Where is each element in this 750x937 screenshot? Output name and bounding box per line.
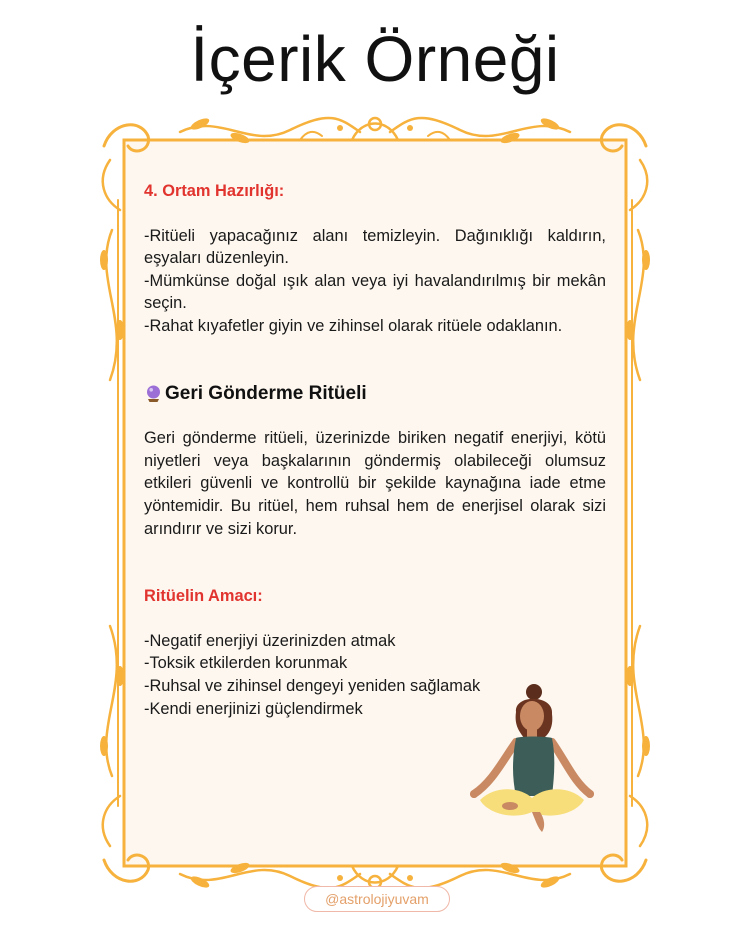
list-item: -Kendi enerjinizi güçlendirmek [144, 699, 363, 718]
meditating-woman-illustration [466, 682, 596, 834]
list-item: -Toksik etkilerden korunmak [144, 654, 348, 673]
section-heading-purpose: Ritüelin Amacı: [144, 587, 263, 606]
content [144, 180, 606, 720]
list-item: -Negatif enerjiyi üzerinizden atmak [144, 631, 396, 650]
social-handle: @astrolojiyuvam [304, 886, 450, 912]
crystal-ball-icon [144, 384, 163, 403]
list-item: -Ritüeli yapacağınız alanı temizleyin. Dağınıklığı kaldırın, eşyaları düzenleyin. [144, 226, 606, 268]
ritual-title-text: Geri Gönderme Ritüeli [165, 382, 367, 404]
list-item: -Ruhsal ve zihinsel dengeyi yeniden sağlamak [144, 676, 481, 695]
section-heading-preparation: 4. Ortam Hazırlığı: [144, 182, 285, 200]
list-item: -Mümkünse doğal ışık alan veya iyi havalandırılmış bir mekân seçin. [144, 271, 606, 313]
ritual-description: Geri gönderme ritüeli, üzerinizde biriken negatif enerjiyi, kötü niyetleri veya başkalarının göndermiş olabileceği olumsuz etkileri güvenli ve kontrollü bir şekilde kaynağına iade etme yöntemidir. Bu ritüel, hem ruhsal hem de enerjisel olarak sizi arındırır ve sizi korur. [144, 429, 606, 538]
ritual-title [144, 383, 606, 406]
list-item: -Rahat kıyafetler giyin ve zihinsel olarak ritüele odaklanın. [144, 316, 563, 335]
page-title: İçerik Örneği [190, 23, 560, 95]
